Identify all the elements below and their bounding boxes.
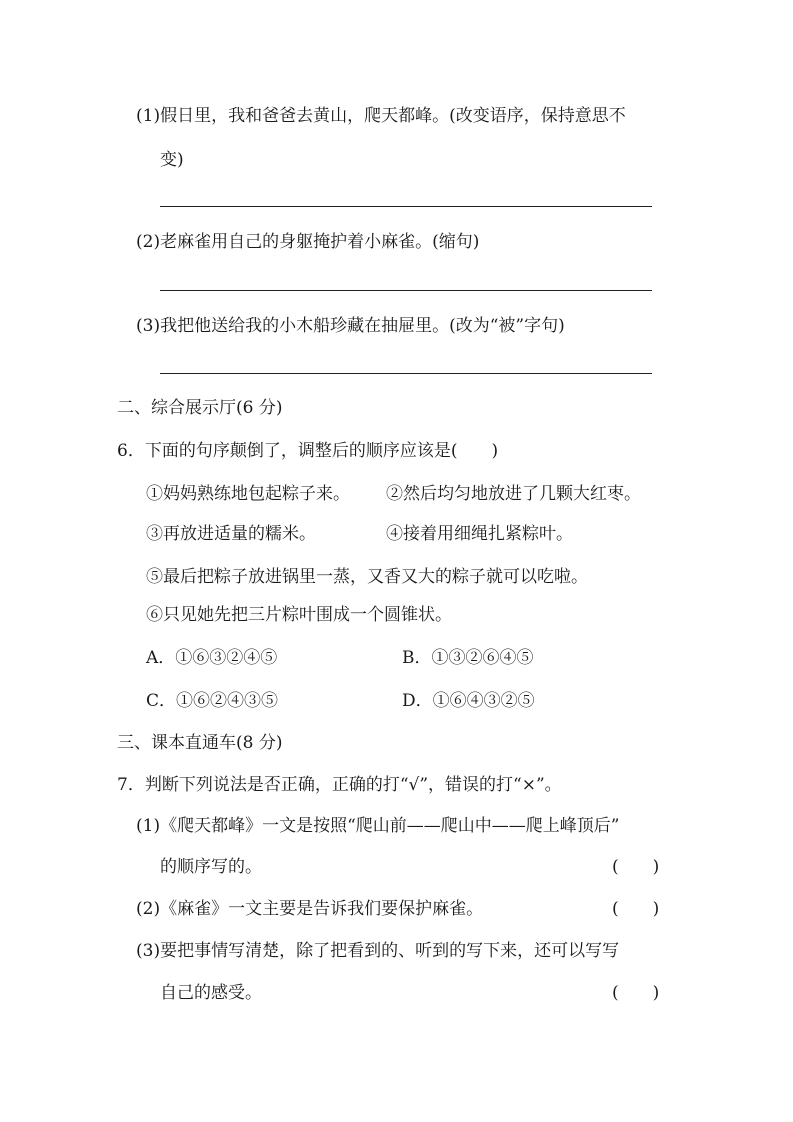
option-d[interactable]: D．①⑥④③②⑤	[402, 691, 535, 711]
q7-item1-line1: (1)《爬天都峰》一文是按照“爬山前——爬山中——爬上峰顶后”	[136, 816, 620, 836]
q6-text: 6．下面的句序颠倒了，调整后的顺序应该是( )	[117, 441, 499, 461]
option-b[interactable]: B．①③②⑥④⑤	[402, 648, 534, 668]
q2-text: (2)老麻雀用自己的身躯掩护着小麻雀。(缩句)	[136, 232, 480, 252]
section2-title: 二、综合展示厅(6 分)	[117, 398, 283, 418]
answer-paren-3[interactable]: ( )	[612, 983, 660, 1003]
q7-text: 7．判断下列说法是否正确，正确的打“√”，错误的打“×”。	[117, 775, 562, 795]
section3-title: 三、课本直通车(8 分)	[117, 733, 283, 753]
answer-paren-1[interactable]: ( )	[612, 857, 660, 877]
q1-text-line1: (1)假日里，我和爸爸去黄山，爬天都峰。(改变语序，保持意思不	[136, 106, 626, 126]
q3-text: (3)我把他送给我的小木船珍藏在抽屉里。(改为“被”字句)	[136, 316, 565, 336]
option-c[interactable]: C．①⑥②④③⑤	[146, 691, 279, 711]
answer-line-q3[interactable]	[160, 373, 652, 374]
sentence-5: ⑤最后把粽子放进锅里一蒸，又香又大的粽子就可以吃啦。	[146, 567, 588, 587]
sentence-3: ③再放进适量的糯米。	[146, 524, 316, 544]
q7-item3-line2: 自己的感受。	[160, 983, 262, 1003]
option-a[interactable]: A．①⑥③②④⑤	[146, 648, 278, 668]
sentence-6: ⑥只见她先把三片粽叶围成一个圆锥状。	[146, 605, 452, 625]
sentence-1: ①妈妈熟练地包起粽子来。	[146, 484, 350, 504]
q7-item3-line1: (3)要把事情写清楚，除了把看到的、听到的写下来，还可以写写	[136, 941, 620, 961]
answer-line-q1[interactable]	[160, 206, 652, 207]
sentence-4: ④接着用细绳扎紧粽叶。	[386, 524, 573, 544]
sentence-2: ②然后均匀地放进了几颗大红枣。	[386, 484, 641, 504]
answer-paren-2[interactable]: ( )	[612, 899, 660, 919]
answer-line-q2[interactable]	[160, 290, 652, 291]
q1-text-line2: 变)	[160, 150, 184, 170]
q7-item2: (2)《麻雀》一文主要是告诉我们要保护麻雀。	[136, 899, 484, 919]
q7-item1-line2: 的顺序写的。	[160, 857, 262, 877]
